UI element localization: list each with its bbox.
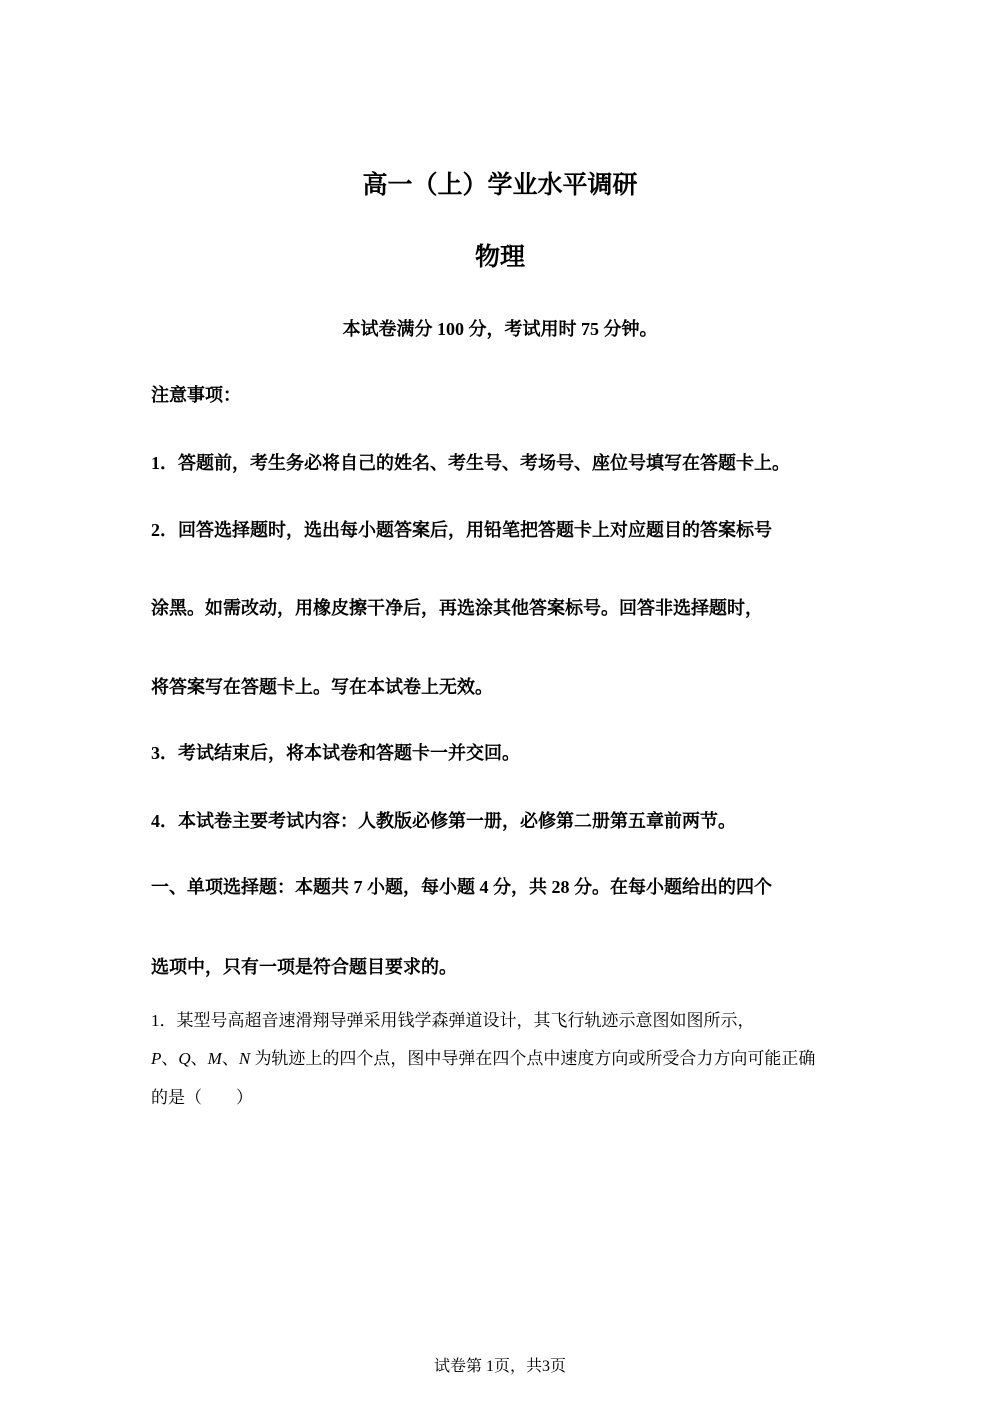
question-1-text: 1．某型号高超音速滑翔导弹采用钱学森弹道设计，其飞行轨迹示意图如图所示， — [151, 1011, 755, 1030]
section-heading: 一、单项选择题：本题共 7 小题，每小题 4 分，共 28 分。在每小题给出的四个 — [151, 877, 772, 897]
point-q: Q — [178, 1049, 191, 1068]
point-p: P — [151, 1049, 162, 1068]
section-heading-continued: 选项中，只有一项是符合题目要求的。 — [151, 957, 457, 977]
notice-heading: 注意事项： — [151, 385, 241, 405]
separator: 、 — [190, 1049, 208, 1068]
separator: 、 — [221, 1049, 239, 1068]
separator: 、 — [161, 1049, 179, 1068]
question-1-text-rest: 为轨迹上的四个点，图中导弹在四个点中速度方向或所受合力方向可能正确 — [254, 1049, 816, 1068]
notice-line-3: 3．考试结束后，将本试卷和答题卡一并交回。 — [151, 743, 520, 763]
notice-line-1: 1．答题前，考生务必将自己的姓名、考生号、考场号、座位号填写在答题卡上。 — [151, 453, 790, 473]
point-m: M — [207, 1049, 222, 1068]
exam-info: 本试卷满分 100 分，考试用时 75 分钟。 — [342, 319, 658, 339]
question-1-text-line-2 — [151, 1047, 815, 1071]
point-n: N — [238, 1049, 251, 1068]
notice-line-2: 2．回答选择题时，选出每小题答案后，用铅笔把答题卡上对应题目的答案标号 — [151, 520, 772, 540]
notice-line-2-continued: 涂黑。如需改动，用橡皮擦干净后，再选涂其他答案标号。回答非选择题时， — [151, 598, 763, 618]
notice-line-4: 4．本试卷主要考试内容：人教版必修第一册，必修第二册第五章前两节。 — [151, 811, 736, 831]
question-1-text-line-3: 的是（ ） — [151, 1088, 253, 1107]
notice-line-2-end: 将答案写在答题卡上。写在本试卷上无效。 — [151, 677, 493, 697]
subject-title: 物理 — [474, 244, 525, 271]
page-title: 高一（上）学业水平调研 — [362, 172, 638, 199]
page-footer: 试卷第 1页，共3页 — [433, 1358, 566, 1375]
